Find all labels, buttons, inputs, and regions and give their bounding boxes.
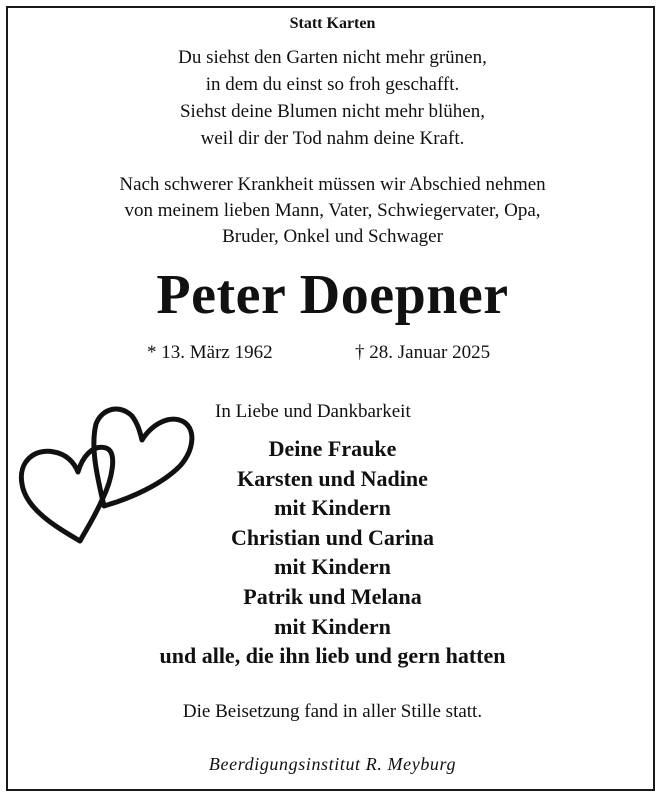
deceased-name: Peter Doepner: [156, 264, 509, 326]
funeral-home: Beerdigungsinstitut R. Meyburg: [208, 754, 457, 774]
family-signatures: [100, 434, 565, 671]
family-line: mit Kindern: [274, 495, 391, 521]
family-line: mit Kindern: [274, 613, 391, 639]
notice-header: Statt Karten: [289, 15, 376, 32]
family-line: Christian und Carina: [231, 524, 434, 550]
burial-note: Die Beisetzung fand in aller Stille statt.: [182, 701, 483, 722]
poem-line: in dem du einst so froh geschafft.: [205, 74, 460, 95]
intro-text: [0, 172, 665, 250]
life-dates: [0, 342, 665, 368]
intro-line: Bruder, Onkel und Schwager: [222, 226, 443, 247]
intro-line: von meinem lieben Mann, Vater, Schwiegervater, Opa,: [124, 200, 541, 221]
family-line: und alle, die ihn lieb und gern hatten: [159, 643, 506, 669]
death-date: † 28. Januar 2025: [355, 342, 491, 363]
intro-line: Nach schwerer Krankheit müssen wir Abschied nehmen: [119, 174, 546, 195]
birth-date: * 13. März 1962: [147, 342, 273, 363]
family-line: Deine Frauke: [268, 436, 397, 461]
family-line: Karsten und Nadine: [237, 465, 428, 491]
poem-line: weil dir der Tod nahm deine Kraft.: [200, 128, 465, 149]
poem-line: Siehst deine Blumen nicht mehr blühen,: [179, 101, 485, 122]
family-line: mit Kindern: [274, 554, 391, 580]
poem-line: Du siehst den Garten nicht mehr grünen,: [178, 47, 487, 68]
dedication-line: In Liebe und Dankbarkeit: [215, 401, 411, 422]
family-line: Patrik und Melana: [243, 583, 422, 609]
poem: [0, 44, 665, 152]
